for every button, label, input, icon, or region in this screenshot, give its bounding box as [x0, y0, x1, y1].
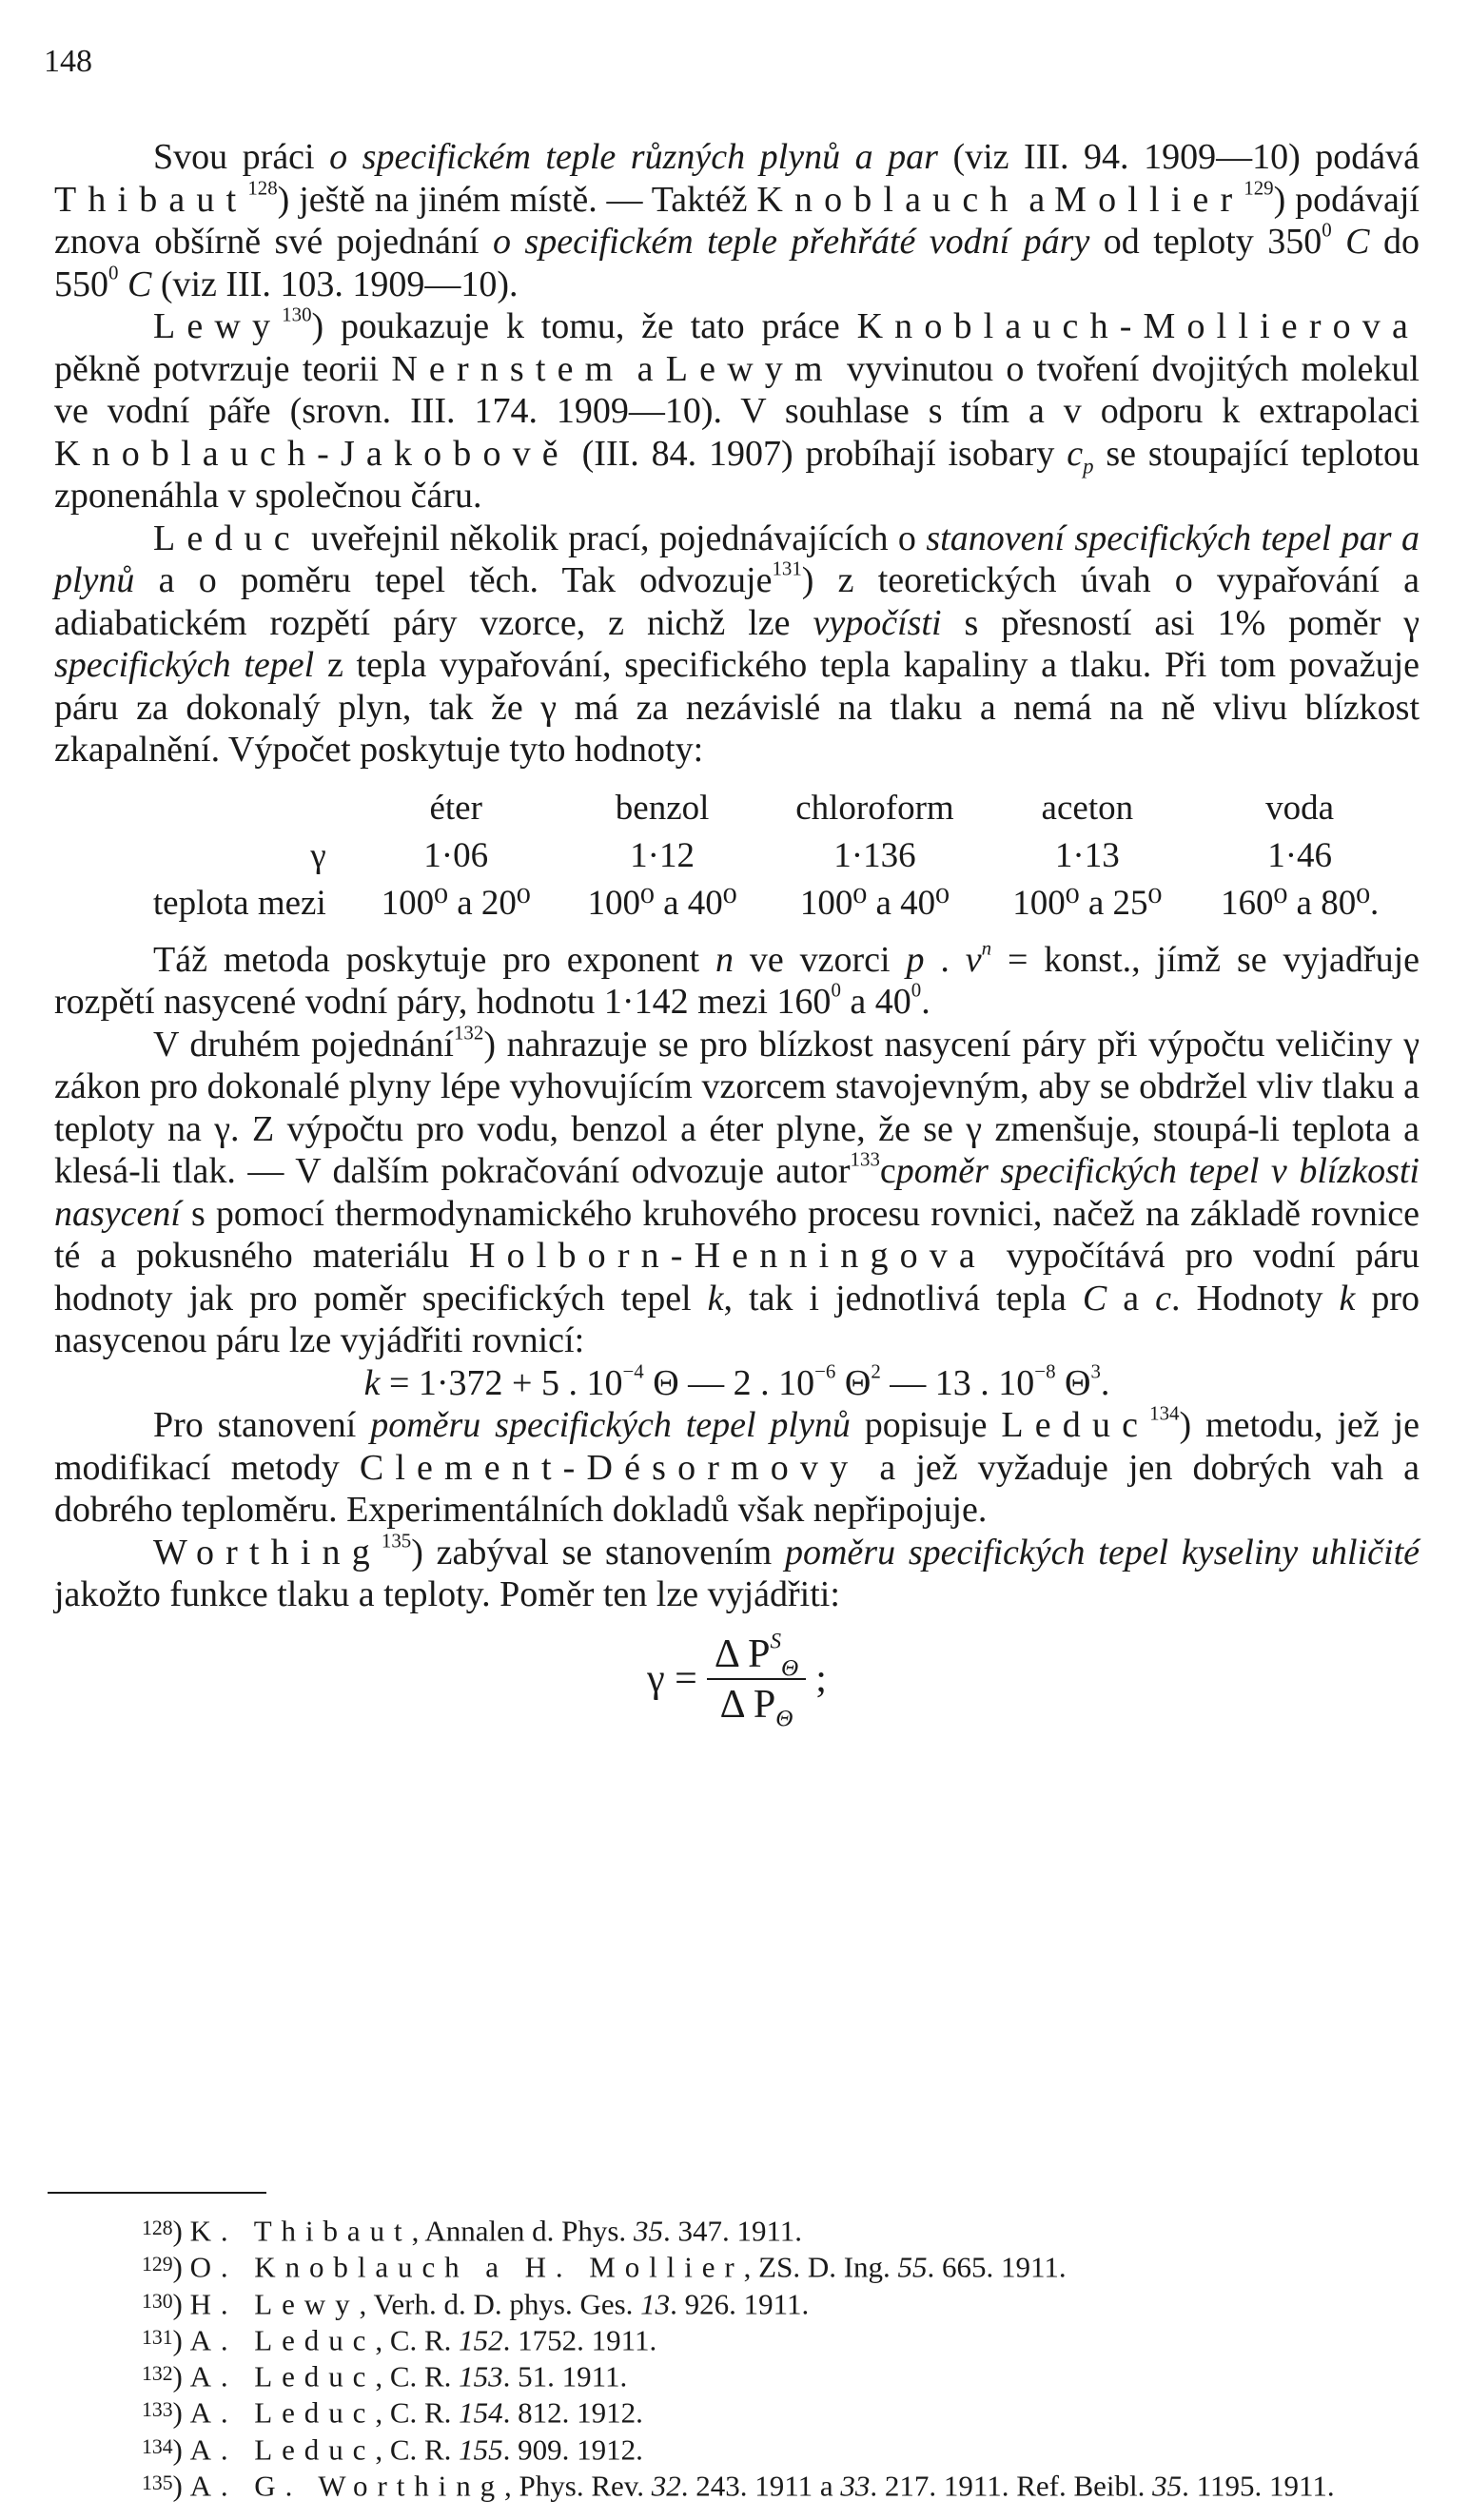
footnote: $^{133}$) A. Leduc, C. R. 154. 812. 1912.	[142, 2395, 643, 2430]
table-header-cell: benzol	[615, 788, 710, 828]
table-cell: 1·06	[423, 835, 489, 875]
author-name: Lewy	[153, 306, 283, 346]
paragraph-leduc: Leduc uveřejnil několik prací, pojednávajících o stanovení specifických tepel par a plynů a o poměru tepel těch. Tak odvozuje$^{131}$) z teoretických úvah o vypařování a adiabatickém rozpětí páry vzorce, z nichž lze vypočísti s přesností asi 1% poměr γ specifických tepel z tepla vypařování, specifického tepla kapaliny a tlaku. Při tom považuje páru za dokonalý plyn, tak že γ má za nezávislé na tlaku a nemá na ně vlivu blízkost zkapalnění. Výpočet poskytuje tyto hodnoty:	[54, 518, 1420, 770]
table-cell: 100⁰ a 25⁰	[1012, 883, 1163, 923]
author-name: Knoblauch	[756, 179, 1020, 220]
footnote: $^{135}$) A. G. Worthing, Phys. Rev. 32. 243. 1911 a 33. 217. 1911. Ref. Beibl. 35. 1195. 1911.	[142, 2469, 1335, 2503]
table-cell: 160⁰ a 80⁰.	[1220, 883, 1380, 923]
paragraph-exponent: Táž metoda poskytuje pro exponent n ve vzorci p . v$^n$ = konst., jímž se vyjadřuje rozpětí nasycené vodní páry, hodnotu 1·142 mezi 160$^0$ a 40$^0$.	[54, 935, 1420, 1022]
footnote: $^{134}$) A. Leduc, C. R. 155. 909. 1912.	[142, 2432, 643, 2467]
paragraph-second-paper: V druhém pojednání$^{132}$) nahrazuje se pro blízkost nasycení páry při výpočtu veličiny γ zákon pro dokonalé plyny lépe vyhovujícím vzorcem stavojevným, aby se obdržel vliv tlaku a teploty na γ. Z výpočtu pro vodu, benzol a éter plyne, že se γ zmenšuje, stoupá-li teplota a klesá-li tlak. — V dalším pokračování odvozuje autor$^{133}$cpoměr specifických tepel v blízkosti nasycení s pomocí thermodynamického kruhového procesu rovnici, načež na základě rovnice té a pokusného materiálu Holborn-Henningova vypočítává pro vodní páru hodnoty jak pro poměr specifických tepel k, tak i jednotlivá tepla C a c. Hodnoty k pro nasycenou páru lze vyjádřiti rovnicí:	[54, 1020, 1420, 1360]
table-header-cell: aceton	[1041, 788, 1134, 828]
footnote: $^{132}$) A. Leduc, C. R. 153. 51. 1911.	[142, 2359, 628, 2393]
fraction: $\frac{\Delta P^S_\Theta}{\Delta P_\Theta}$	[707, 1633, 806, 1727]
page-number: 148	[44, 44, 92, 79]
table-cell: 1·46	[1267, 835, 1333, 875]
footnotes	[54, 2212, 1420, 2503]
table-cell: 100⁰ a 20⁰	[381, 883, 531, 923]
author-name: Leduc	[1001, 1405, 1150, 1445]
author-name: Holborn-Henningova	[469, 1236, 987, 1276]
table-header-cell: voda	[1265, 788, 1335, 828]
author-name: Mollier	[1054, 179, 1244, 220]
author-name: Leduc	[153, 518, 302, 558]
gamma-values-table	[77, 785, 1409, 928]
table-row	[77, 880, 1409, 928]
row-label: teplota mezi	[152, 883, 326, 923]
footnote-ref[interactable]: 130	[282, 303, 312, 326]
table-cell: 100⁰ a 40⁰	[799, 883, 950, 923]
table-header-row	[77, 785, 1409, 832]
paragraph-worthing: Worthing$^{135}$) zabýval se stanovením poměru specifických tepel kyseliny uhličité jakožto funkce tlaku a teploty. Poměr ten lze vyjádřiti:	[54, 1528, 1420, 1614]
table-cell: 100⁰ a 40⁰	[587, 883, 737, 923]
footnote: $^{131}$) A. Leduc, C. R. 152. 1752. 1911.	[142, 2323, 657, 2357]
footnote: $^{128}$) K. Thibaut, Annalen d. Phys. 35. 347. 1911.	[142, 2214, 803, 2248]
footnote: $^{130}$) H. Lewy, Verh. d. D. phys. Ges. 13. 926. 1911.	[142, 2287, 810, 2321]
table-row	[77, 832, 1409, 880]
row-label: γ	[310, 835, 326, 875]
paragraph-method: Pro stanovení poměru specifických tepel plynů popisuje Leduc$^{134}$) metodu, jež je modifikací metody Clement-Désormovy a jež vyžaduje jen dobrých vah a dobrého teploměru. Experimentálních dokladů však nepřipojuje.	[54, 1401, 1420, 1530]
footnote-ref[interactable]: 133	[850, 1147, 880, 1171]
paragraph-lewy: Lewy$^{130}$) poukazuje k tomu, že tato práce Knoblauch-Mollierova pěkně potvrzuje teorii Nernstem a Lewym vyvinutou o tvoření dvojitých molekul ve vodní páře (srovn. III. 174. 1909—10). V souhlase s tím a v odporu k extrapolaci Knoblauch-Jakobově (III. 84. 1907) probíhají isobary $c_p$ se stoupající teplotou zponenáhla v společnou čáru.	[54, 303, 1420, 516]
author-name: Knoblauch-Mollierova	[856, 306, 1420, 346]
author-name: Thibaut	[54, 179, 248, 220]
author-name: Clement-Désormovy	[359, 1447, 860, 1488]
paragraph-thibaut: Svou práci o specifickém teple různých plynů a par (viz III. 94. 1909—10) podává Thibaut$^{128}$) ještě na jiném místě. — Taktéž Knoblauch a Mollier$^{129}$) podávají znova obšírně své pojednání o specifickém teple přehřáté vodní páry od teploty 350$^0$ C do 550$^0$ C (viz III. 103. 1909—10).	[54, 137, 1420, 304]
table-cell: 1·136	[833, 835, 916, 875]
table-cell: 1·13	[1054, 835, 1120, 875]
footnote-ref[interactable]: 132	[453, 1020, 484, 1044]
footnote: $^{129}$) O. Knoblauch a H. Mollier, ZS. D. Ing. 55. 665. 1911.	[142, 2250, 1067, 2284]
footnote-ref[interactable]: 131	[772, 557, 802, 580]
table-header-cell: chloroform	[795, 788, 954, 828]
footnote-ref[interactable]: 134	[1149, 1401, 1180, 1425]
author-name: Worthing	[153, 1532, 382, 1573]
formula-gamma: γ = $\frac{\Delta P^S_\Theta}{\Delta P_\Theta}$ ;	[647, 1627, 827, 1732]
footnote-separator	[48, 2192, 266, 2194]
footnote-ref[interactable]: 128	[247, 175, 278, 199]
table-cell: 1·12	[630, 835, 695, 875]
table-header-cell: éter	[429, 788, 482, 828]
article-body	[54, 136, 1420, 1732]
footnote-ref[interactable]: 135	[381, 1528, 412, 1552]
formula-k: k = 1·372 + 5 . 10$^{-4}$ Θ — 2 . 10$^{-6}$ Θ$^2$ — 13 . 10$^{-8}$ Θ$^3$.	[363, 1358, 1110, 1403]
footnote-ref[interactable]: 129	[1244, 175, 1274, 199]
